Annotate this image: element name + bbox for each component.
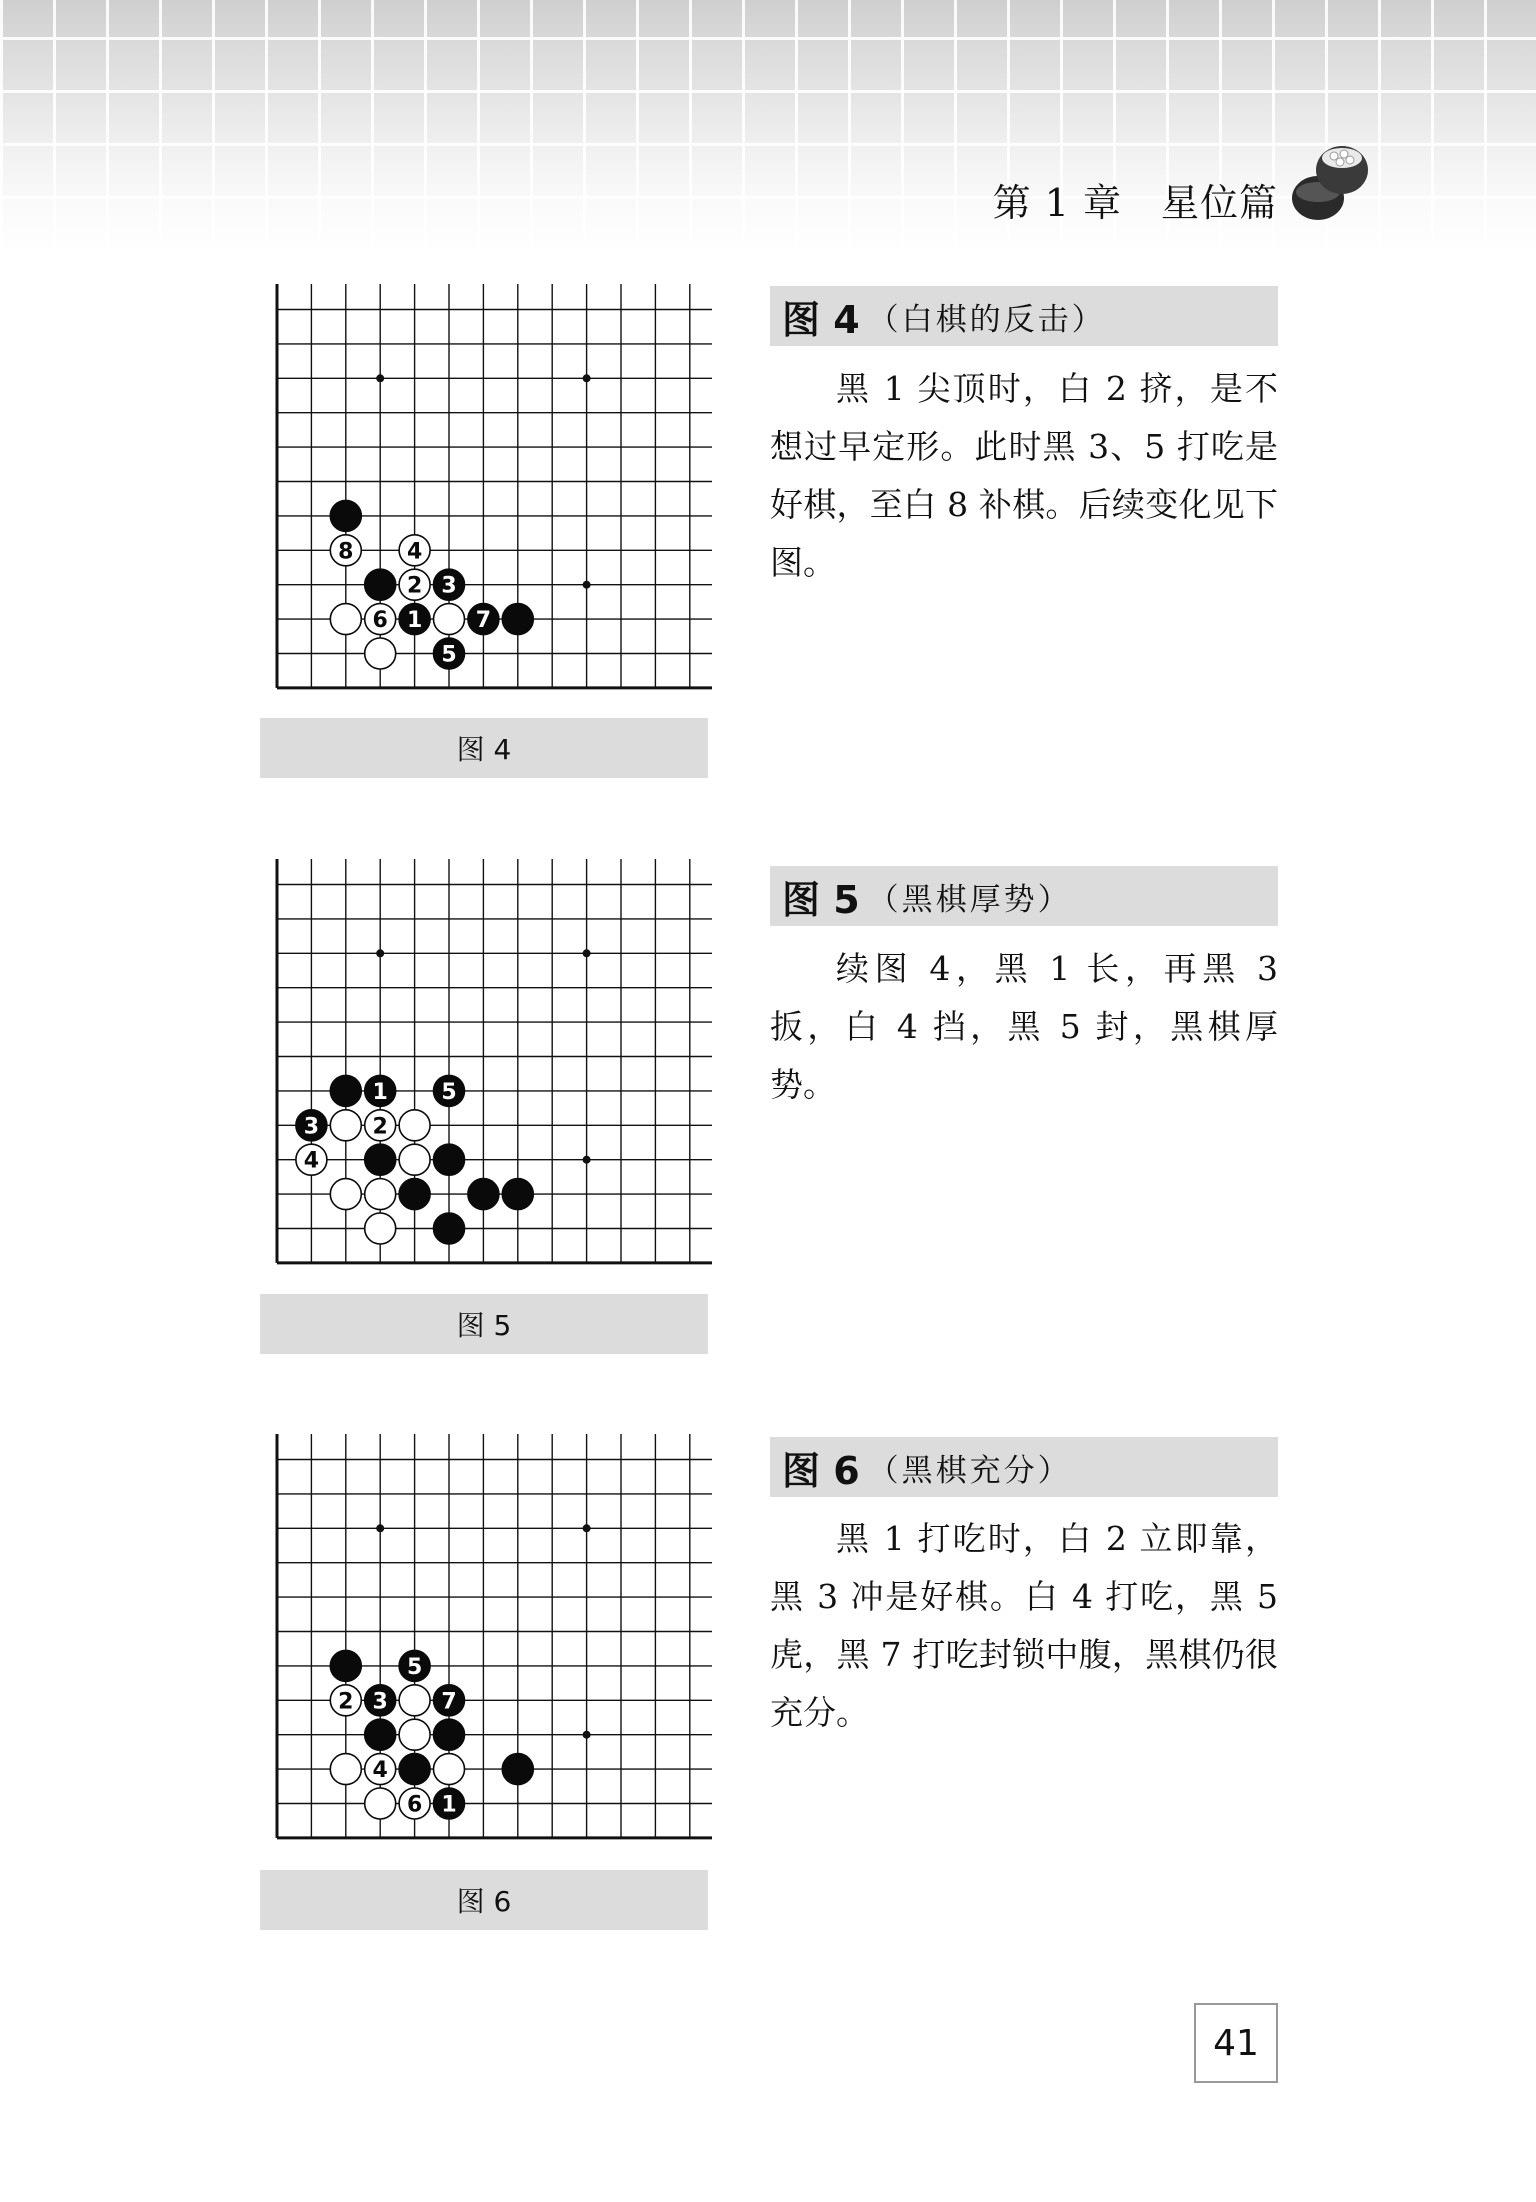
star-point: [583, 1524, 591, 1532]
star-point: [376, 1524, 384, 1532]
black-stone: [434, 1144, 465, 1175]
white-stone: [330, 1754, 361, 1785]
stone-move-number: 1: [372, 1079, 388, 1105]
stone-move-number: 4: [303, 1148, 320, 1174]
white-stone: [365, 1110, 396, 1141]
black-stone: [399, 604, 430, 635]
black-stone: [434, 1685, 465, 1716]
black-stone: [434, 1213, 465, 1244]
stone-move-number: 7: [441, 1689, 457, 1715]
stone-move-number: 2: [338, 1689, 354, 1715]
figure-5-heading-subtitle: （黑棋厚势）: [867, 881, 1072, 918]
black-stone: [365, 1075, 396, 1106]
white-stone: [365, 604, 396, 635]
figure-5-caption: 图 5: [260, 1294, 708, 1354]
white-stone: [330, 1179, 361, 1210]
stone-move-number: 8: [338, 539, 354, 565]
star-point: [376, 374, 384, 382]
white-stone: [296, 1144, 327, 1175]
black-stone: [502, 1754, 533, 1785]
white-stone: [365, 1788, 396, 1819]
white-stone: [365, 638, 396, 669]
stone-move-number: 4: [372, 1758, 388, 1784]
black-stone: [399, 1754, 430, 1785]
stone-move-number: 5: [441, 642, 457, 668]
figure-4-caption: 图 4: [260, 718, 708, 778]
white-stone: [330, 604, 361, 635]
white-stone: [399, 1719, 430, 1750]
star-point: [583, 581, 591, 589]
figure-6-text: 黑 1 打吃时，白 2 立即靠，黑 3 冲是好棋。白 4 打吃，黑 5 虎，黑 7 打吃封锁中腹，黑棋仍很充分。: [770, 1519, 1278, 1732]
black-stone: [434, 569, 465, 600]
star-point: [583, 374, 591, 382]
black-stone: [502, 1179, 533, 1210]
stone-move-number: 3: [441, 573, 457, 599]
stone-move-number: 6: [406, 1792, 423, 1818]
white-stone: [399, 535, 430, 566]
white-stone: [365, 1213, 396, 1244]
board-svg: [272, 859, 712, 1261]
figure-4-heading-subtitle: （白棋的反击）: [867, 301, 1106, 338]
white-stone: [434, 604, 465, 635]
black-stone: [365, 1144, 396, 1175]
stone-move-number: 3: [372, 1689, 388, 1715]
stone-move-number: 1: [406, 608, 423, 634]
figure-6-caption: 图 6: [260, 1870, 708, 1930]
figure-5-heading: [770, 866, 1278, 926]
black-stone: [434, 1719, 465, 1750]
star-point: [583, 949, 591, 957]
white-stone: [365, 1754, 396, 1785]
go-board-figure-4: [272, 284, 712, 686]
stone-move-number: 6: [372, 608, 388, 634]
white-stone: [399, 1144, 430, 1175]
black-stone: [468, 1179, 499, 1210]
white-stone: [399, 569, 430, 600]
stone-move-number: 7: [475, 608, 492, 634]
figure-5-text: 续图 4，黑 1 长，再黑 3 扳，白 4 挡，黑 5 封，黑棋厚势。: [770, 949, 1278, 1104]
board-svg: [272, 284, 712, 686]
stone-move-number: 2: [406, 573, 423, 599]
white-stone: [434, 1754, 465, 1785]
figure-6-heading: [770, 1437, 1278, 1497]
white-stone: [330, 535, 361, 566]
white-stone: [365, 1179, 396, 1210]
black-stone: [330, 1650, 361, 1681]
white-stone: [330, 1110, 361, 1141]
stone-move-number: 4: [406, 539, 423, 565]
white-stone: [399, 1788, 430, 1819]
black-stone: [296, 1110, 327, 1141]
black-stone: [434, 1075, 465, 1106]
black-stone: [434, 1788, 465, 1819]
stone-move-number: 1: [441, 1792, 457, 1818]
figure-5-heading-label: 图 5: [782, 877, 860, 922]
white-stone: [330, 1685, 361, 1716]
figure-6-heading-label: 图 6: [782, 1448, 860, 1493]
figure-4-heading-label: 图 4: [782, 297, 860, 342]
black-stone: [365, 1685, 396, 1716]
star-point: [376, 949, 384, 957]
black-stone: [365, 569, 396, 600]
black-stone: [365, 1719, 396, 1750]
black-stone: [330, 500, 361, 531]
stone-move-number: 5: [406, 1654, 423, 1680]
star-point: [583, 1156, 591, 1164]
white-stone: [399, 1110, 430, 1141]
go-board-figure-5: [272, 859, 712, 1261]
black-stone: [399, 1179, 430, 1210]
black-stone: [399, 1650, 430, 1681]
star-point: [583, 1731, 591, 1739]
page-number: 41: [1194, 2003, 1278, 2083]
go-board-figure-6: [272, 1434, 712, 1836]
stone-move-number: 3: [303, 1114, 320, 1140]
stone-move-number: 2: [372, 1114, 388, 1140]
go-bowl-icon: [1288, 136, 1378, 226]
chapter-title: 第 1 章 星位篇: [992, 181, 1278, 225]
black-stone: [468, 604, 499, 635]
white-stone: [399, 1685, 430, 1716]
figure-6-heading-subtitle: （黑棋充分）: [867, 1452, 1072, 1489]
black-stone: [330, 1075, 361, 1106]
black-stone: [434, 638, 465, 669]
stone-move-number: 5: [441, 1079, 457, 1105]
board-svg: [272, 1434, 712, 1836]
figure-4-text: 黑 1 尖顶时，白 2 挤，是不想过早定形。此时黑 3、5 打吃是好棋，至白 8 补棋。后续变化见下图。: [770, 369, 1278, 582]
black-stone: [502, 604, 533, 635]
figure-4-heading: [770, 286, 1278, 346]
